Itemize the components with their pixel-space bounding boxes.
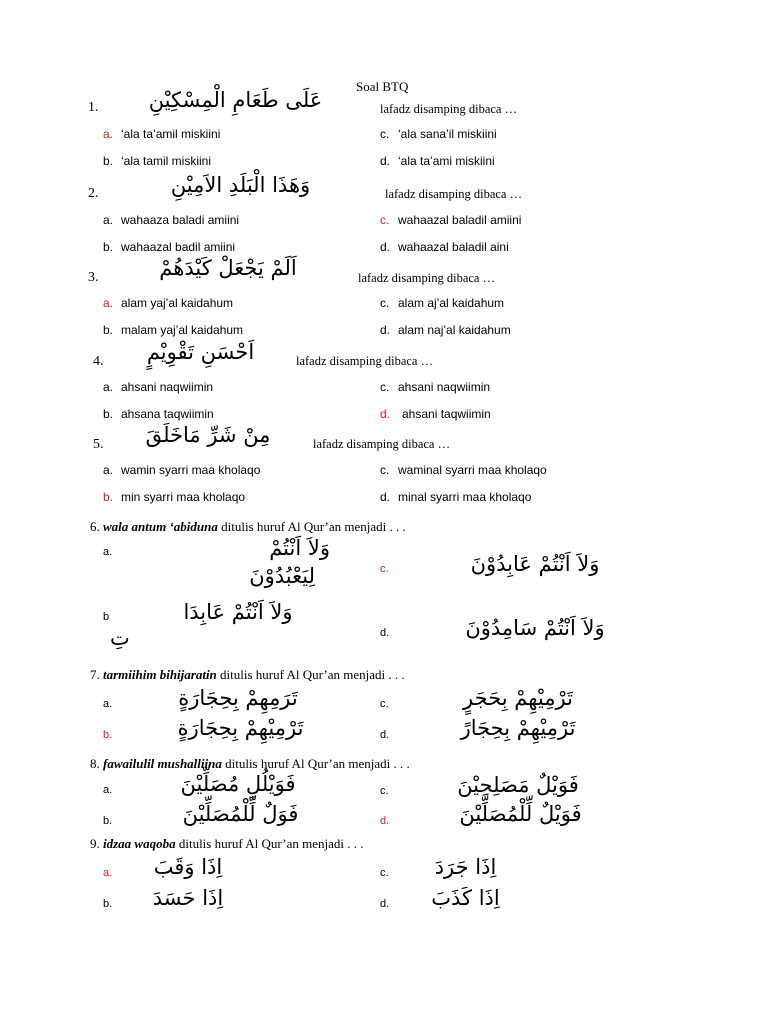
option-b-arabic-line2[interactable]: تِ: [110, 626, 130, 650]
option-c-arabic[interactable]: فَوَيْلٌ مَصَلِحِيْنَ: [457, 773, 579, 797]
option-text: ahsani naqwiimin: [398, 380, 491, 394]
option-b-arabic-line1[interactable]: وَلاَ اَنْتُمْ عَابِدَا: [183, 600, 293, 624]
question-written-text: ditulis huruf Al Qur’an menjadi . . .: [221, 519, 406, 534]
option-label: b.: [103, 240, 114, 254]
option-label-b[interactable]: b.: [103, 729, 113, 741]
option-text: minal syarri maa kholaqo: [398, 490, 532, 504]
option-label: d.: [380, 490, 391, 504]
question-arabic: اَحْسَنِ تَقْوِيْمٍ: [146, 340, 255, 364]
option-label: d.: [380, 240, 391, 254]
option-text: wahaazal baladil amiini: [398, 213, 522, 227]
option-d-arabic[interactable]: وَلاَ اَنْتُمْ سَامِدُوْنَ: [465, 616, 605, 640]
option-c[interactable]: [380, 296, 504, 310]
question-lafadz-text: lafadz disamping dibaca …: [358, 271, 496, 285]
option-label: b.: [103, 490, 114, 504]
question-phrase: fawailulil mushalliina: [103, 756, 222, 771]
option-d[interactable]: [380, 240, 509, 254]
question-lafadz-text: lafadz disamping dibaca …: [313, 437, 451, 451]
option-label: b.: [103, 407, 114, 421]
question-number: 3.: [88, 270, 99, 285]
option-b[interactable]: [103, 323, 243, 337]
option-c[interactable]: [380, 463, 547, 477]
option-a[interactable]: [103, 380, 213, 394]
option-a-arabic-line1[interactable]: وَلاَ اَنْتُمْ: [269, 536, 330, 560]
question-phrase: tarmiihim bihijaratin: [103, 667, 217, 682]
option-text: ‘ala ta’amil miskiini: [121, 127, 221, 141]
page-title: Soal BTQ: [356, 79, 409, 94]
option-label: a.: [103, 463, 114, 477]
option-label: a.: [103, 296, 114, 310]
option-text: ahsana taqwiimin: [121, 407, 214, 421]
option-label-d[interactable]: d.: [380, 898, 390, 910]
option-a[interactable]: [103, 213, 239, 227]
option-a-arabic[interactable]: تَرَمِهِمْ بِحِجَارَةٍ: [178, 686, 298, 710]
option-text: ‘ala sana’il miskiini: [398, 127, 497, 141]
option-text: ahsani taqwiimin: [402, 407, 491, 421]
question-number: 4.: [93, 354, 104, 369]
option-label-d[interactable]: d.: [380, 815, 390, 827]
question-prompt: [90, 519, 406, 535]
option-label: c.: [380, 213, 390, 227]
question-arabic: وَهَذَا الْبَلَدِ الاَمِيْنِ: [170, 173, 311, 197]
question-lafadz-text: lafadz disamping dibaca …: [296, 354, 434, 368]
option-d-arabic[interactable]: تَرْمِيْهِمْ بِحِجَارً: [460, 716, 576, 740]
question-number: 7.: [90, 667, 100, 682]
option-a-arabic[interactable]: اِذَا وَقَبَ: [153, 855, 223, 879]
question-written-text: ditulis huruf Al Qur’an menjadi . . .: [220, 667, 405, 682]
option-label: c.: [380, 127, 390, 141]
option-text: alam aj’al kaidahum: [398, 296, 505, 310]
option-label-b[interactable]: b: [103, 611, 110, 623]
question-prompt: [90, 756, 410, 772]
question-arabic: اَلَمْ يَجْعَلْ كَيْدَهُمْ: [159, 256, 297, 280]
option-label-a[interactable]: a.: [103, 546, 113, 558]
option-text: alam yaj’al kaidahum: [121, 296, 234, 310]
option-label-d[interactable]: d.: [380, 729, 390, 741]
option-label-a[interactable]: a.: [103, 698, 113, 710]
option-b[interactable]: [103, 407, 214, 421]
option-text: waminal syarri maa kholaqo: [398, 463, 547, 477]
option-d[interactable]: [380, 323, 511, 337]
option-a[interactable]: [103, 463, 260, 477]
option-label: c.: [380, 296, 390, 310]
question-written-text: ditulis huruf Al Qur’an menjadi . . .: [225, 756, 410, 771]
option-b[interactable]: [103, 240, 235, 254]
option-d[interactable]: [380, 407, 491, 421]
option-c[interactable]: [380, 380, 490, 394]
option-text: wahaaza baladi amiini: [121, 213, 240, 227]
option-label: d.: [380, 154, 391, 168]
question-number: 9.: [90, 836, 100, 851]
option-label: d.: [380, 323, 391, 337]
option-c-arabic[interactable]: تَرْمِيْهِمْ بِحَجَرٍ: [463, 686, 573, 710]
option-label: a.: [103, 213, 114, 227]
option-text: wamin syarri maa kholaqo: [121, 463, 261, 477]
question-number: 5.: [93, 437, 104, 452]
question-number: 1.: [88, 100, 99, 115]
option-d[interactable]: [380, 154, 495, 168]
option-text: min syarri maa kholaqo: [121, 490, 246, 504]
option-a-arabic-line2[interactable]: لِيَعْبُدُوْنَ: [249, 564, 315, 588]
option-text: wahaazal badil amiini: [121, 240, 236, 254]
question-number: 8.: [90, 756, 100, 771]
question-lafadz-text: lafadz disamping dibaca …: [380, 102, 518, 116]
option-label-b[interactable]: b.: [103, 815, 113, 827]
option-label: c.: [380, 380, 390, 394]
question-phrase: idzaa waqoba: [103, 836, 176, 851]
option-label-d[interactable]: d.: [380, 627, 390, 639]
question-number: 6.: [90, 519, 100, 534]
option-c-arabic[interactable]: وَلاَ اَنْتُمْ عَابِدُوْنَ: [470, 552, 600, 576]
question-arabic: عَلَى طَعَامِ الْمِسْكِيْنِ: [148, 88, 323, 112]
option-label: c.: [380, 463, 390, 477]
question-prompt: [90, 667, 405, 683]
option-label-c[interactable]: c.: [380, 867, 389, 879]
option-b-arabic[interactable]: فَوَلٌ لِّلْمُصَلِّيْنَ: [182, 802, 299, 826]
question-prompt: [90, 836, 363, 852]
option-label-c[interactable]: c.: [380, 785, 389, 797]
option-a[interactable]: [103, 127, 220, 141]
option-label: a.: [103, 380, 114, 394]
question-written-text: ditulis huruf Al Qur’an menjadi . . .: [178, 836, 364, 851]
option-c[interactable]: [380, 213, 521, 227]
question-phrase: wala antum ‘abiduna: [103, 519, 218, 534]
option-b-arabic[interactable]: تَرْمِيْهِمْ بِحِجَارَةٍ: [177, 716, 304, 740]
option-b[interactable]: [103, 154, 211, 168]
option-text: ‘ala tamil miskiini: [121, 154, 212, 168]
option-text: ‘ala ta’ami miskiini: [398, 154, 495, 168]
option-c-arabic[interactable]: اِذَا جَرَدَ: [434, 855, 497, 879]
question-number: 2.: [88, 186, 99, 201]
option-b[interactable]: [103, 490, 245, 504]
option-b-arabic[interactable]: اِذَا حَسَدَ: [152, 886, 224, 910]
question-arabic: مِنْ شَرِّ مَاخَلَقَ: [145, 423, 271, 447]
option-a[interactable]: [103, 296, 233, 310]
option-label-c[interactable]: c.: [380, 563, 389, 575]
question-lafadz-text: lafadz disamping dibaca …: [385, 187, 523, 201]
option-label-a[interactable]: a.: [103, 784, 113, 796]
option-text: alam naj’al kaidahum: [398, 323, 511, 337]
option-d-arabic[interactable]: فَوَيْلٌ لِّلْمُصَلِّيْنَ: [459, 802, 582, 826]
option-label: b.: [103, 323, 114, 337]
option-text: malam yaj’al kaidahum: [121, 323, 244, 337]
option-label: d.: [380, 407, 391, 421]
option-text: wahaazal baladil aini: [398, 240, 509, 254]
option-a-arabic[interactable]: فَوَيْلُلِ مُصَلِّيْنَ: [180, 772, 296, 796]
option-label: b.: [103, 154, 114, 168]
option-d[interactable]: [380, 490, 531, 504]
option-text: ahsani naqwiimin: [121, 380, 214, 394]
option-label-a[interactable]: a.: [103, 867, 113, 879]
option-c[interactable]: [380, 127, 497, 141]
option-label: a.: [103, 127, 114, 141]
option-label-c[interactable]: c.: [380, 698, 389, 710]
option-label-b[interactable]: b.: [103, 898, 113, 910]
option-d-arabic[interactable]: اِذَا كَذَبَ: [431, 886, 500, 910]
